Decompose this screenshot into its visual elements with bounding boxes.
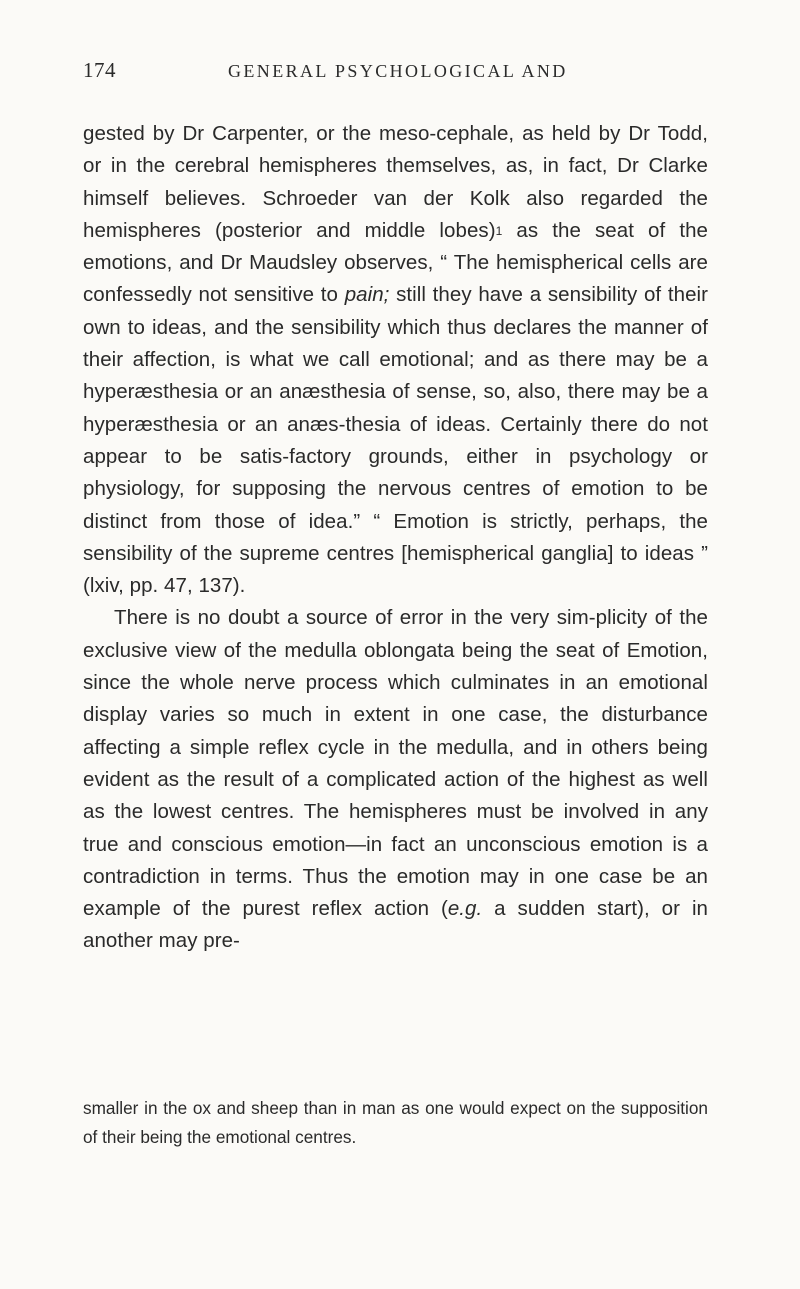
running-title: GENERAL PSYCHOLOGICAL AND xyxy=(228,61,568,81)
paragraph-1-part-b: as the seat of the emotions, and Dr Maudsley observes, “ The hemispherical cells are confessedly not sensitive to xyxy=(83,218,708,307)
paragraph-2-italic: e.g. xyxy=(447,897,483,921)
paragraph-1-part-a: gested by Dr Carpenter, or the meso-cephale, as held by Dr Todd, or in the cerebral hemispheres themselves, as, in fact, Dr Clarke himself believes. Schroeder van der Kolk also regarded the hemispheres (posterior and middle lobes) xyxy=(83,122,708,242)
paragraph-1 xyxy=(83,118,708,602)
paragraph-1-italic: pain; xyxy=(344,283,390,307)
running-head xyxy=(83,52,723,92)
footnote xyxy=(83,1094,708,1152)
paragraph-1-part-c: still they have a sensibility of their own to ideas, and the sensibility which thus declares the manner of their affection, is what we call emotional; and as there may be a hyperæsthesia or an anæsthesia of sense, so, also, there may be a hyperæsthesia or an anæs-thesia of ideas. Certainly there do not appear to be satis-factory grounds, either in psychology or physiology, for supposing the nervous centres of emotion to be distinct from those of idea.” “ Emotion is strictly, perhaps, the sensibility of the supreme centres [hemispherical ganglia] to ideas ” (lxiv, pp. 47, 137). xyxy=(83,283,708,598)
paragraph-2-part-a: There is no doubt a source of error in the very sim-plicity of the exclusive view of the medulla oblongata being the seat of Emotion, since the whole nerve process which culminates in an emotional display varies so much in extent in one case, the disturbance affecting a simple reflex cycle in the medulla, and in others being evident as the result of a complicated action of the highest as well as the lowest centres. The hemispheres must be involved in any true and conscious emotion—in fact an unconscious emotion is a contradiction in terms. Thus the emotion may in one case be an example of the purest reflex action ( xyxy=(83,606,708,921)
page-number: 174 xyxy=(83,58,116,82)
footnote-marker: 1 xyxy=(495,223,503,238)
paragraph-2-part-b: a sudden start), or in another may pre- xyxy=(83,897,708,953)
footnote-text: smaller in the ox and sheep than in man as one would expect on the supposition of their being the emotional centres. xyxy=(83,1098,708,1147)
body-text xyxy=(83,118,708,958)
paragraph-2 xyxy=(83,602,708,957)
